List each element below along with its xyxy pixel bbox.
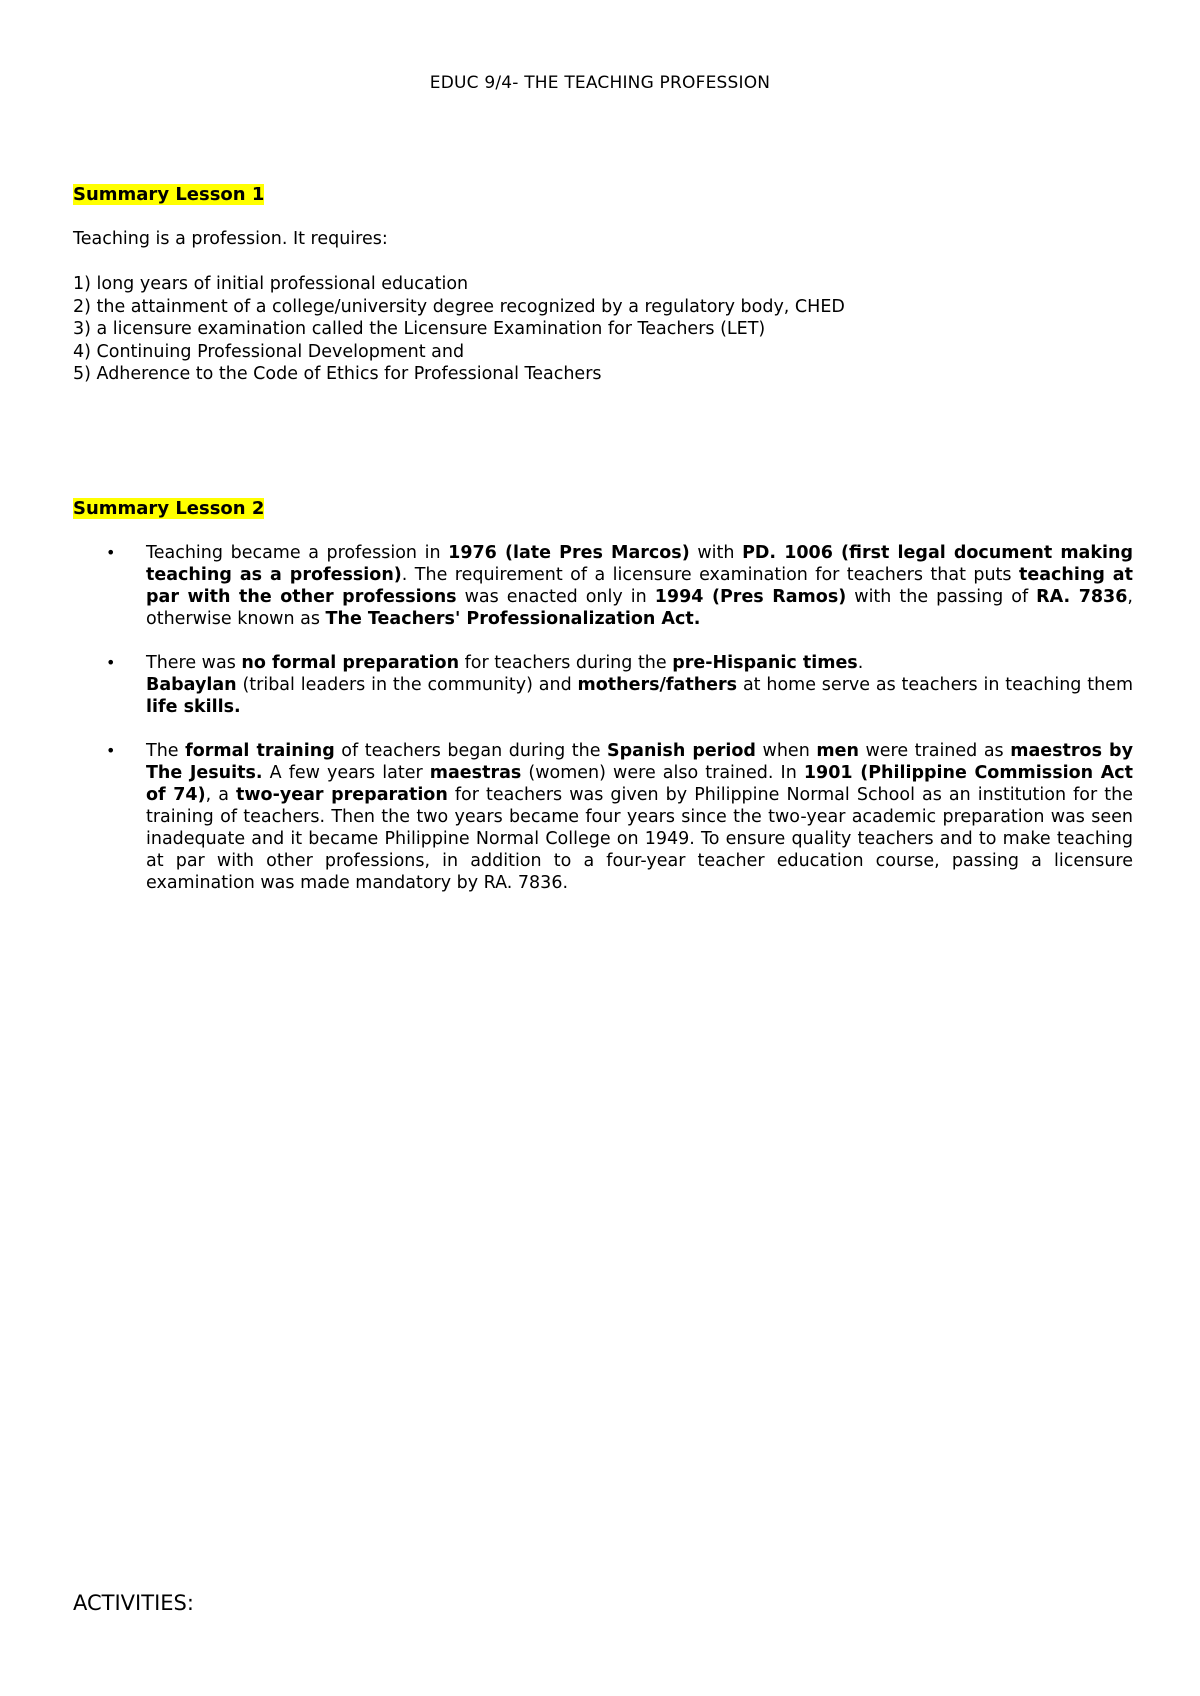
- document-title: EDUC 9/4- THE TEACHING PROFESSION: [429, 73, 771, 93]
- bold-run: 1976 (late Pres Marcos): [448, 543, 690, 563]
- list-item: 4) Continuing Professional Development and: [73, 341, 465, 362]
- text-run: for teachers was given by Philippine Normal School as an institution for the training of teachers. Then the two years became four years since the two-year academic preparation was seen inadequate and it became Philippine Normal College on 1949. To ensure quality teachers and to make teaching at par with other professions, in addition to a four-year teacher education course, passing a licensure examination was made mandatory by RA. 7836.: [146, 785, 1133, 893]
- list-item: [73, 652, 1133, 718]
- text-run: The: [146, 741, 186, 761]
- lesson2-heading-text: Summary Lesson 2: [73, 498, 265, 519]
- text-run: There was: [146, 653, 242, 673]
- lesson2-heading: [73, 498, 264, 520]
- text-run: Teaching became a profession in: [146, 543, 449, 563]
- list-item: 5) Adherence to the Code of Ethics for Professional Teachers: [73, 364, 602, 384]
- bold-run: formal training: [185, 741, 335, 761]
- bold-run: maestros by The Jesuits.: [146, 741, 1133, 783]
- list-item: 1) long years of initial professional education: [73, 274, 469, 294]
- text-run: was enacted only in: [456, 587, 655, 607]
- lesson1-intro: Teaching is a profession. It requires:: [73, 229, 388, 249]
- text-run: at home serve as teachers in teaching them: [737, 675, 1134, 695]
- bold-run: two-year preparation: [236, 785, 448, 805]
- text-run: .: [857, 653, 864, 673]
- text-run: with the passing of: [846, 587, 1037, 607]
- text-run: (tribal leaders in the community) and: [236, 675, 578, 695]
- bold-run: no formal preparation: [241, 653, 460, 673]
- text-run: when: [755, 741, 817, 761]
- lesson1-heading: [73, 184, 264, 206]
- list-item: 2) the attainment of a college/university degree recognized by a regulatory body, CHED: [73, 296, 845, 317]
- bold-run: Babaylan: [146, 675, 237, 695]
- bullet-icon: •: [106, 543, 116, 562]
- bold-run: 1901 (Philippine Commission Act of 74): [146, 763, 1133, 805]
- bullet-icon: •: [106, 741, 116, 760]
- bold-run: mothers/fathers: [577, 675, 738, 695]
- bold-run: maestras: [429, 763, 522, 783]
- lesson1-requirements-list: [73, 273, 845, 386]
- text-run: with: [689, 543, 743, 563]
- list-item: 3) a licensure examination called the Licensure Examination for Teachers (LET): [73, 319, 766, 339]
- text-run: of teachers began during the: [334, 741, 608, 761]
- bold-run: pre-Hispanic times: [672, 653, 858, 673]
- activities-heading: ACTIVITIES:: [73, 1591, 194, 1615]
- text-run: were trained as: [858, 741, 1011, 761]
- list-item: [73, 740, 1133, 894]
- bullet-line: [146, 652, 1133, 674]
- text-run: A few years later: [262, 763, 430, 783]
- bold-run: The Teachers' Professionalization Act.: [325, 609, 701, 629]
- bold-run: life skills.: [146, 697, 241, 717]
- bold-run: RA. 7836: [1036, 587, 1128, 607]
- bold-run: men: [816, 741, 859, 761]
- lesson2-bullet-list: [73, 542, 1133, 916]
- bold-run: PD. 1006 (first legal document making teaching as a profession): [146, 543, 1133, 585]
- bold-run: teaching at par with the other professions: [146, 565, 1133, 607]
- text-run: for teachers during the: [459, 653, 673, 673]
- list-item: [73, 542, 1133, 630]
- text-run: , otherwise known as: [146, 587, 1133, 629]
- text-run: , a: [205, 785, 237, 805]
- lesson1-heading-text: Summary Lesson 1: [73, 184, 265, 205]
- text-run: (women) were also trained. In: [521, 763, 804, 783]
- bullet-icon: •: [106, 653, 116, 672]
- bold-run: 1994 (Pres Ramos): [654, 587, 847, 607]
- bold-run: Spanish period: [607, 741, 756, 761]
- text-run: . The requirement of a licensure examination for teachers that puts: [401, 565, 1019, 585]
